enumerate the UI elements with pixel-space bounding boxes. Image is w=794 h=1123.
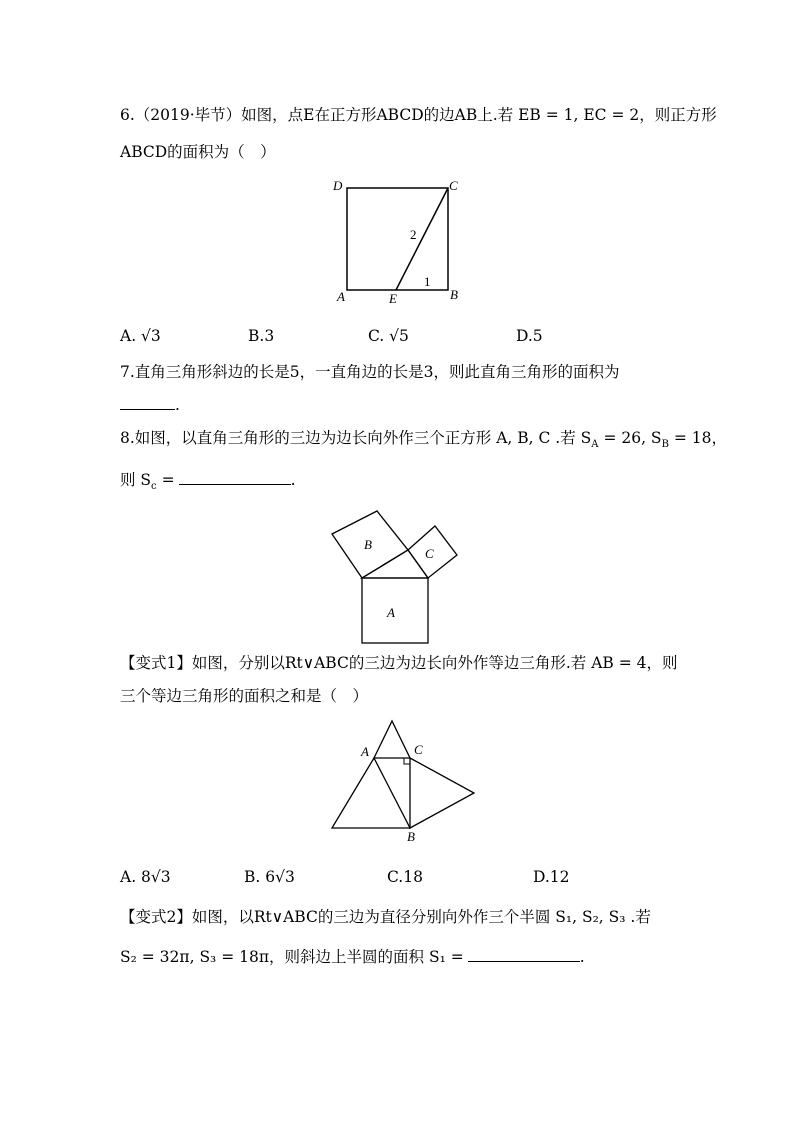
label-c: C	[414, 742, 423, 757]
q6-square-figure	[330, 175, 470, 305]
q6-option-b: B.3	[248, 327, 275, 345]
q8-line-1: 8.如图，以直角三角形的三边为边长向外作三个正方形 A, B, C .若 $S_A = 26$, $S_B = 18$，	[120, 429, 727, 451]
triangle-on-ab	[332, 758, 410, 828]
triangle-on-ac	[374, 721, 410, 758]
q6-line-1: 6.（2019·毕节）如图，点E在正方形ABCD的边AB上.若 EB = 1, EC = 2，则正方形	[120, 106, 717, 124]
label-eb-length: 1	[424, 274, 431, 289]
label-square-a: A	[387, 605, 395, 620]
label-b: B	[407, 829, 415, 844]
q6-option-c: C. √5	[368, 327, 409, 345]
label-e: E	[389, 291, 397, 306]
label-c: C	[449, 178, 458, 193]
v1-triangles-figure	[330, 715, 480, 845]
q7-line-2: .	[120, 394, 180, 416]
label-ec-length: 2	[410, 227, 417, 242]
right-angle-mark	[404, 758, 410, 764]
q6-option-a: A. √3	[120, 327, 161, 345]
q8-answer-blank[interactable]	[179, 470, 291, 485]
label-a: A	[361, 744, 369, 759]
v2-answer-blank[interactable]	[468, 947, 580, 962]
square-a	[362, 578, 428, 643]
v1-option-a: A. 8√3	[120, 868, 171, 886]
right-triangle	[362, 550, 428, 578]
v1-line-1: 【变式1】如图，分别以Rt∨ABC的三边为边长向外作等边三角形.若 AB = 4，则	[120, 654, 678, 672]
label-b: B	[450, 287, 458, 302]
q7-line-1: 7.直角三角形斜边的长是5，一直角边的长是3，则此直角三角形的面积为	[120, 363, 620, 381]
q8-squares-figure	[330, 500, 465, 645]
label-d: D	[333, 178, 343, 193]
q8-line-2: 则 $S_c$ = .	[120, 471, 296, 493]
v1-option-c: C.18	[387, 868, 423, 886]
v1-option-d: D.12	[533, 868, 570, 886]
v1-option-b: B. 6√3	[244, 868, 295, 886]
v2-line-1: 【变式2】如图，以Rt∨ABC的三边为直径分别向外作三个半圆 S₁, S₂, S₃ .若	[120, 908, 651, 926]
label-square-b: B	[364, 537, 372, 552]
v1-line-2: 三个等边三角形的面积之和是（ ）	[120, 687, 369, 705]
v2-line-2: S₂ = 32π, S₃ = 18π，则斜边上半圆的面积 S₁ = .	[120, 948, 585, 966]
q6-line-2: ABCD的面积为（ ）	[120, 143, 276, 161]
label-square-c: C	[425, 546, 434, 561]
square-abcd	[347, 188, 448, 290]
q7-answer-blank[interactable]	[120, 395, 175, 410]
label-a: A	[337, 289, 345, 304]
segment-ec	[396, 188, 448, 290]
triangle-on-bc	[410, 758, 474, 828]
q6-option-d: D.5	[516, 327, 543, 345]
